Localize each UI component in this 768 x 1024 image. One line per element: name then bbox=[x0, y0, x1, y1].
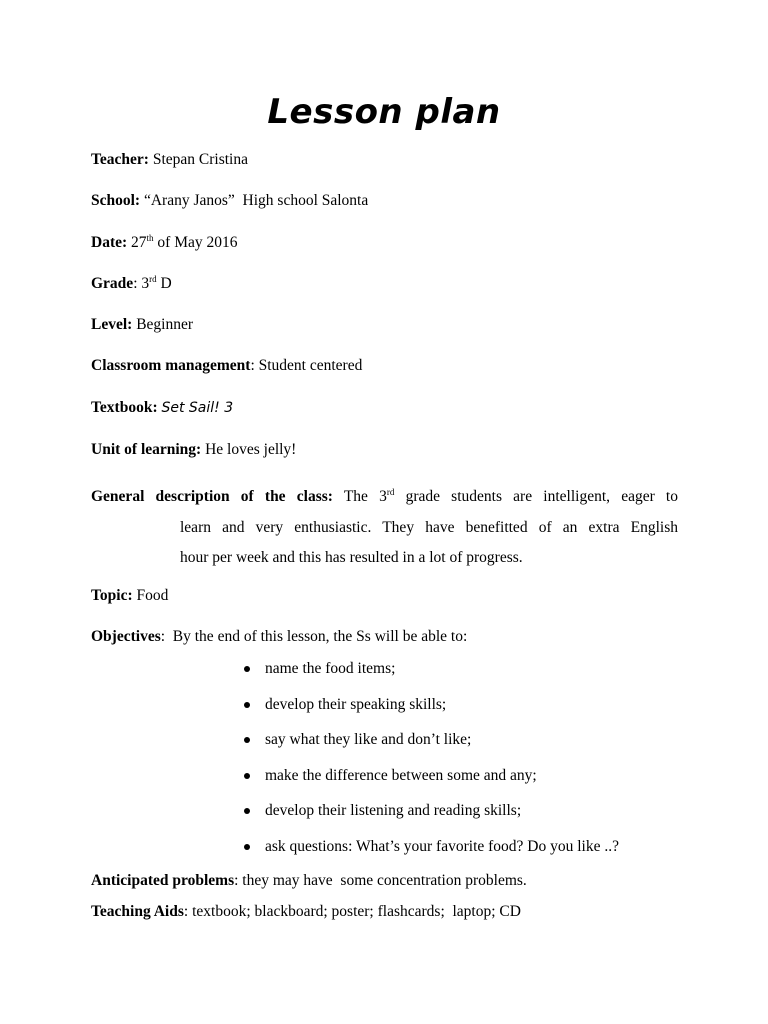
topic-value: Food bbox=[136, 587, 169, 604]
description-part-1: The 3 bbox=[343, 488, 387, 505]
unit-label: Unit of learning: bbox=[91, 441, 202, 458]
description-line-2: learn and very enthusiastic. They have benefitted of an extra English bbox=[180, 518, 678, 536]
grade-num: 3 bbox=[141, 275, 150, 292]
objectives-intro: : By the end of this lesson, the Ss will be able to: bbox=[160, 628, 468, 645]
classroom-field bbox=[91, 357, 362, 375]
topic-field bbox=[91, 587, 168, 605]
objectives-list bbox=[244, 660, 619, 873]
unit-value: He loves jelly! bbox=[205, 441, 297, 458]
description-label: General description of the class: bbox=[91, 488, 333, 505]
teacher-label: Teacher: bbox=[91, 151, 149, 168]
description-line-1 bbox=[91, 482, 678, 513]
textbook-label: Textbook: bbox=[91, 399, 158, 416]
grade-sep: : bbox=[133, 275, 138, 292]
level-value: Beginner bbox=[136, 316, 194, 333]
objectives-label: Objectives bbox=[91, 628, 161, 645]
unit-field bbox=[91, 441, 296, 459]
objective-item: make the difference between some and any; bbox=[244, 767, 619, 803]
problems-value: : they may have some concentration problems. bbox=[234, 872, 527, 889]
grade-rest: D bbox=[160, 275, 172, 292]
classroom-label: Classroom management bbox=[91, 357, 251, 374]
school-label: School: bbox=[91, 192, 141, 209]
grade-label: Grade bbox=[91, 275, 134, 292]
date-day: 27 bbox=[131, 234, 147, 251]
classroom-value: : Student centered bbox=[250, 357, 363, 374]
teacher-value: Stepan Cristina bbox=[152, 151, 248, 168]
class-description bbox=[91, 482, 678, 574]
school-field bbox=[91, 192, 368, 210]
level-label: Level: bbox=[91, 316, 133, 333]
textbook-field bbox=[91, 399, 233, 417]
level-field bbox=[91, 316, 193, 334]
objective-item: develop their speaking skills; bbox=[244, 696, 619, 732]
document-title: Lesson plan bbox=[267, 92, 501, 132]
grade-field bbox=[91, 275, 172, 293]
aids-field bbox=[91, 903, 521, 921]
grade-suffix: rd bbox=[149, 274, 157, 284]
textbook-value: Set Sail! 3 bbox=[161, 400, 234, 416]
description-suffix: rd bbox=[386, 487, 395, 497]
objectives-field bbox=[91, 628, 467, 646]
objective-item: ask questions: What’s your favorite food? Do you like ..? bbox=[244, 838, 619, 874]
date-rest: of May 2016 bbox=[157, 234, 238, 251]
teacher-field bbox=[91, 151, 248, 169]
date-label: Date: bbox=[91, 234, 128, 251]
school-value: “Arany Janos” High school Salonta bbox=[143, 192, 369, 209]
objective-item: name the food items; bbox=[244, 660, 619, 696]
description-line-3: hour per week and this has resulted in a lot of progress. bbox=[180, 549, 523, 566]
date-field bbox=[91, 234, 238, 252]
problems-field bbox=[91, 872, 527, 890]
description-part-2: grade students are intelligent, eager to bbox=[405, 488, 678, 505]
topic-label: Topic: bbox=[91, 587, 133, 604]
problems-label: Anticipated problems bbox=[91, 872, 235, 889]
aids-label: Teaching Aids bbox=[91, 903, 184, 920]
objective-item: say what they like and don’t like; bbox=[244, 731, 619, 767]
objective-item: develop their listening and reading skills; bbox=[244, 802, 619, 838]
aids-value: : textbook; blackboard; poster; flashcards; laptop; CD bbox=[183, 903, 521, 920]
date-suffix: th bbox=[146, 233, 154, 243]
